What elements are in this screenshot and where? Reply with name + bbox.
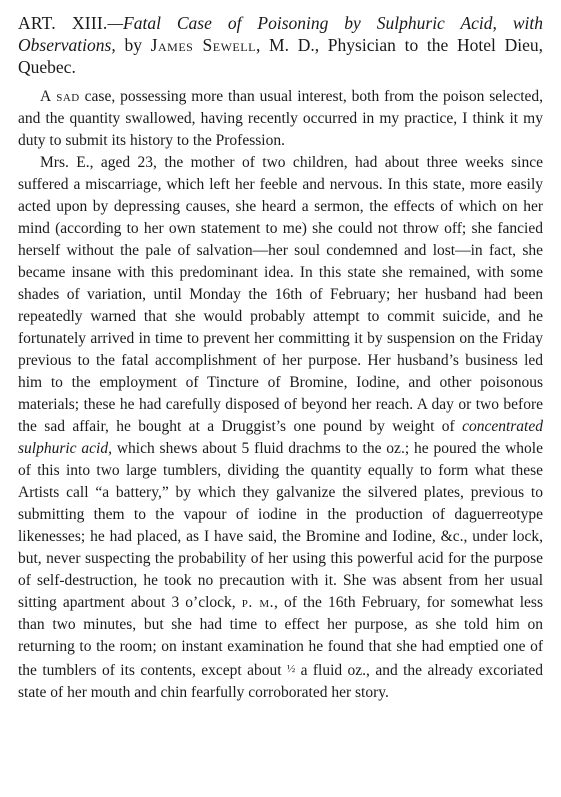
author-affiliation: , M. D., Physician to the Hotel Dieu, Quebec. [18, 35, 544, 77]
acid-name-italic: concentrated sulphuric acid, [18, 418, 543, 457]
fraction-half: ½ [286, 663, 296, 675]
paragraph-intro [18, 86, 543, 152]
article-number: ART. XIII. [18, 13, 108, 33]
paragraph-opening-words: A sad [40, 88, 80, 105]
paragraph-case-history [18, 152, 543, 704]
paragraph-intro-text: case, possessing more than usual interest, both from the poison selected, and the quantity swallowed, having recently occurred in my practice, I think it my duty to submit its history to the Profession. [18, 88, 544, 149]
article-title: —Fatal Case of Poisoning by Sulphuric Acid, with Observations, [18, 13, 543, 55]
case-text-part-1: Mrs. E., aged 23, the mother of two children, had about three weeks since suffered a miscarriage, which left her feeble and nervous. In this state, more easily acted upon by depressing causes, she heard a sermon, the effects of which on her mind (according to her own statement to me) she could not throw off; she fancied herself without the pale of salvation—her soul condemned and lost—in fact, she became insane with this predominant idea. In this state she remained, with some shades of variation, until Monday the 16th of February; her husband had been repeatedly warned that she would probably attempt to commit suicide, and he fortunately arrived in time to prevent her committing it by suspension on the Friday previous to the fatal accomplishment of her purpose. Her husband’s business led him to the employment of Tincture of Bromine, Iodine, and other poisonous materials; these he had carefully disposed of beyond her reach. A day or two before the sad affair, he bought at a Druggist’s one pound by weight of [18, 154, 543, 435]
time-pm: p. m. [241, 594, 275, 611]
case-text-part-4: a fluid oz., and the already excoriated state of her mouth and chin fearfully corroborated her story. [18, 662, 543, 701]
case-text-part-2: which shews about 5 fluid drachms to the oz.; he poured the whole of this into two large tumblers, dividing the quantity equally to form what these Artists call “a battery,” by which they galvanize the silvered plates, previous to submitting them to the vapour of iodine in the production of daguerreotype likenesses; he had placed, as I have said, the Bromine and Iodine, &c., under lock, but, never suspecting the probability of her using this powerful acid for the purpose of self-destruction, he took no precaution with it. She was absent from her usual sitting apartment about 3 o’clock, [18, 440, 543, 611]
article-heading [18, 12, 543, 78]
case-text-part-3: , of the 16th February, for somewhat less than two minutes, but she had time to effect her purpose, as she told him on returning to the room; on instant examination he found that she had emptied one of the tumblers of its contents, except about [18, 594, 543, 679]
byline-by: by [124, 35, 142, 55]
author-name: James Sewell [150, 35, 256, 55]
